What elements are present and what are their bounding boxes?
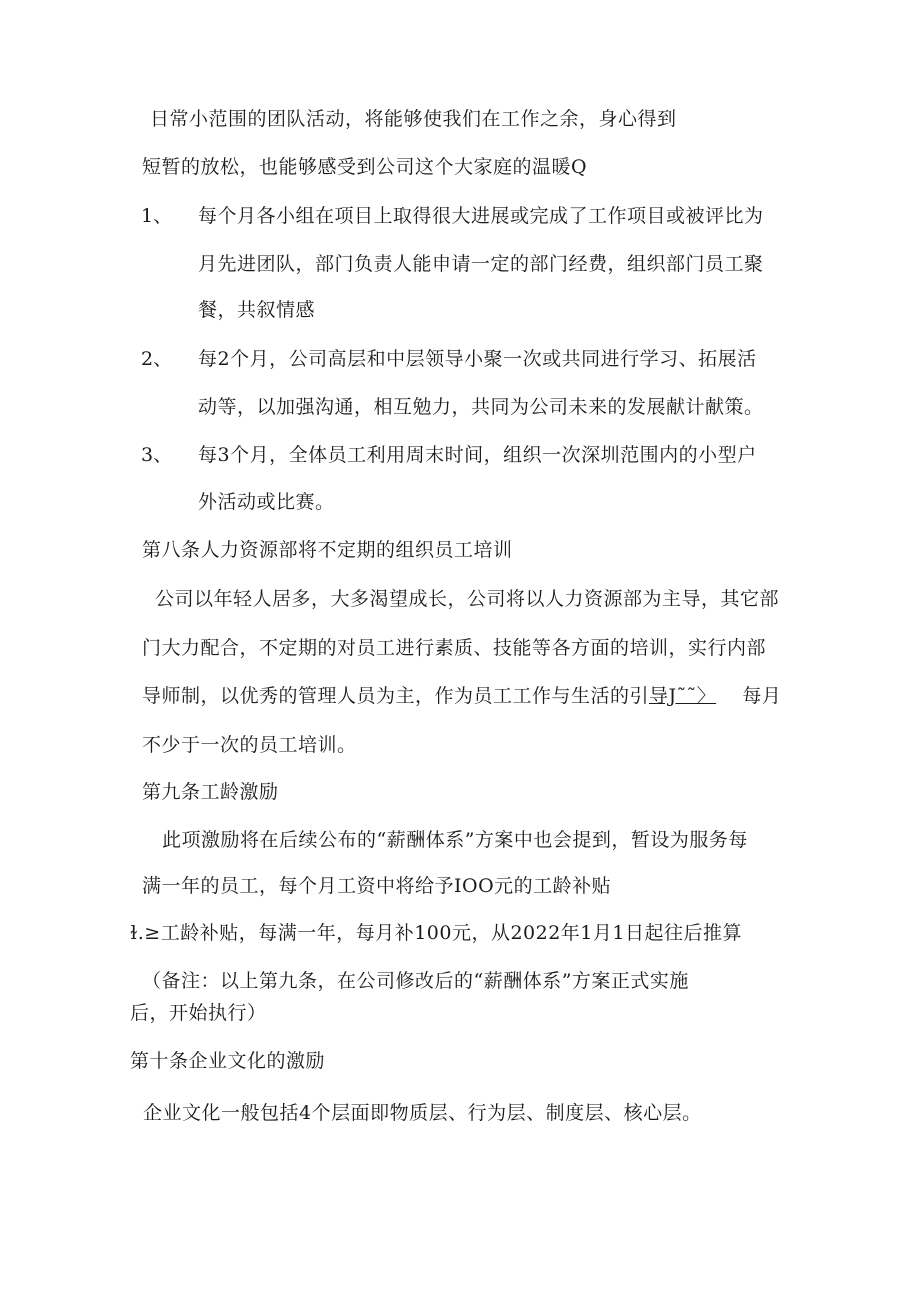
article-8-line-4: 不少于一次的员工培训。	[142, 734, 357, 756]
list-item-line: 动等，以加强沟通，相互勉力，共同为公司未来的发展献计献策。	[198, 396, 764, 418]
intro-line-2: 短暂的放松，也能够感受到公司这个大家庭的温暖Q	[142, 156, 588, 178]
article-9-note-1: （备注：以上第九条，在公司修改后的“薪酬体系”方案正式实施	[142, 970, 689, 992]
article-8-heading: 第八条人力资源部将不定期的组织员工培训	[142, 539, 513, 561]
article-9-line-2: 满一年的员工，每个月工资中将给予IOO元的工龄补贴	[142, 875, 612, 897]
article-9-line-3-text: 工龄补贴，每满一年，每月补100元，从2022年1月1日起往后推算	[160, 922, 742, 944]
article-10-line-1: 企业文化一般包括4个层面即物质层、行为层、制度层、核心层。	[143, 1102, 702, 1124]
list-item-line: 餐，共叙情感	[198, 299, 316, 321]
list-item-line: 每个月各小组在项目上取得很大进展或完成了工作项目或被评比为	[198, 205, 764, 227]
article-9-line-3	[130, 921, 742, 945]
article-8-line-3-text: 导师制，以优秀的管理人员为主，作为员工工作与生活的引	[142, 685, 650, 707]
article-8-line-2: 门大力配合，不定期的对员工进行素质、技能等各方面的培训，实行内部	[142, 637, 767, 659]
article-9-heading: 第九条工龄激励	[142, 781, 279, 803]
list-item-line: 外活动或比赛。	[198, 491, 335, 513]
article-10-heading: 第十条企业文化的激励	[130, 1050, 326, 1072]
article-8-line-3	[142, 684, 781, 708]
article-9-bullet: ɫ.≥	[130, 922, 161, 944]
list-item-number: 3、	[141, 444, 173, 466]
article-8-line-3-end: 每月	[742, 685, 782, 707]
list-item-line: 每2个月，公司高层和中层领导小聚一次或共同进行学习、拓展活	[198, 348, 757, 370]
article-8-line-1: 公司以年轻人居多，大多渴望成长，公司将以人力资源部为主导，其它部	[155, 588, 780, 610]
list-item-number: 2、	[141, 348, 173, 370]
article-9-line-1: 此项激励将在后续公布的“薪酬体系”方案中也会提到，暂设为服务每	[162, 829, 748, 851]
list-item-number: 1、	[141, 205, 173, 227]
list-item-line: 每3个月，全体员工利用周末时间，组织一次深圳范围内的小型户	[198, 444, 757, 466]
article-8-line-3-garbled: 导J˜˜〉	[649, 685, 717, 707]
intro-line-1: 日常小范围的团队活动，将能够使我们在工作之余，身心得到	[150, 108, 677, 130]
article-9-note-2: 后，开始执行）	[130, 1002, 267, 1024]
list-item-line: 月先进团队，部门负责人能申请一定的部门经费，组织部门员工聚	[198, 253, 764, 275]
